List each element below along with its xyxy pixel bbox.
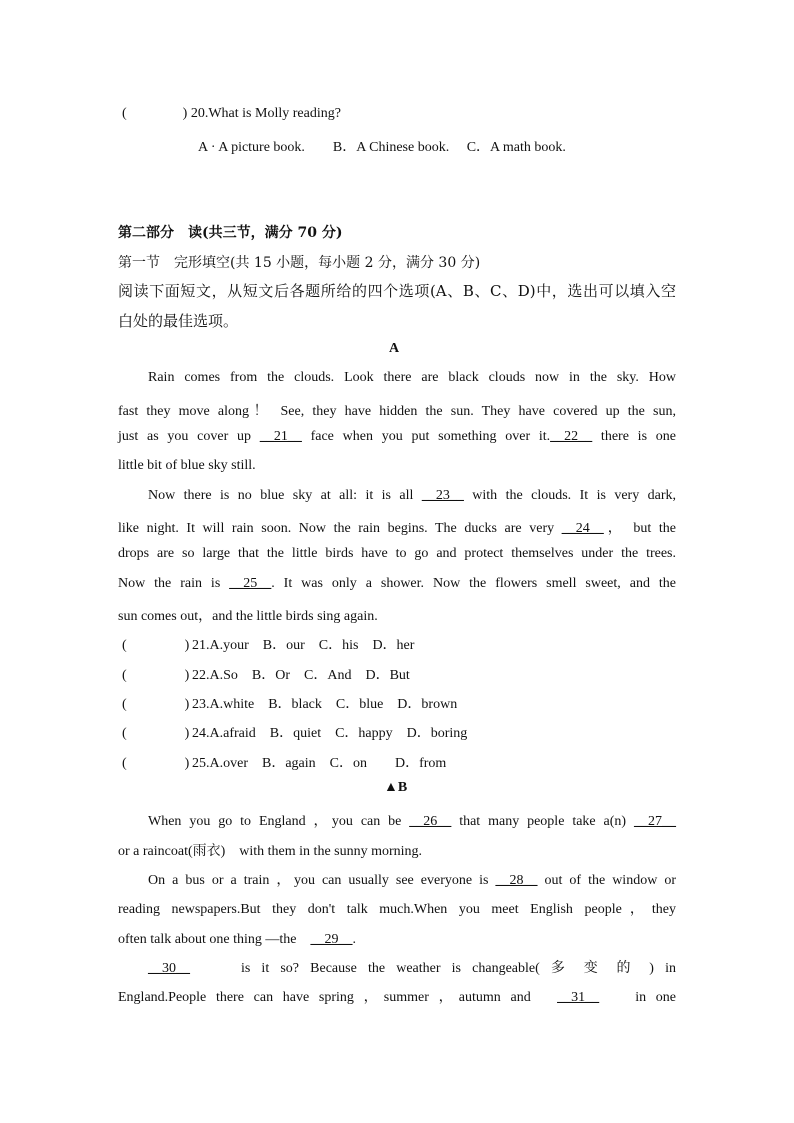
passage-b-line: reading newspapers.But they don't talk much.When you meet English people，they — [118, 902, 676, 917]
blank-27: __27__ — [634, 814, 676, 829]
passage-a-line: fast they move along！ See, they have hidden the sun. They have covered up the sun, — [118, 404, 676, 419]
passage-a-line — [118, 576, 676, 592]
blank-30: __30__ — [148, 961, 190, 976]
blank-28: __28__ — [495, 873, 538, 888]
instruction-line-2: 白处的最佳选项。 — [118, 312, 239, 330]
passage-text: out of the window or — [537, 873, 676, 888]
passage-a-line: sun comes out，and the little birds sing again. — [118, 609, 378, 624]
passage-text: in one — [599, 990, 676, 1005]
question-22 — [122, 664, 410, 684]
question-stem: 20.What is Molly reading? — [190, 106, 341, 121]
passage-text: When you go to England ，you can be — [148, 814, 410, 829]
answer-paren-left: ( — [122, 697, 127, 712]
passage-a-label: A — [389, 341, 400, 356]
question-23 — [122, 693, 457, 713]
passage-text: . — [352, 932, 356, 947]
passage-b-line — [148, 957, 676, 977]
passage-text: is it so? Because the weather is changeable( 多 变 的 ) in — [190, 961, 676, 976]
blank-24: __24__ — [561, 521, 604, 536]
passage-a-line: Rain comes from the clouds. Look there are black clouds now in the sky. How — [148, 370, 676, 385]
question-options: 21.A.your B．our C．his D．her — [192, 638, 415, 653]
blank-29: __29__ — [310, 932, 353, 947]
passage-b-line — [148, 810, 676, 830]
passage-b-line: or a raincoat(雨衣) with them in the sunny morning. — [118, 844, 423, 859]
blank-23: __23__ — [421, 488, 464, 503]
answer-paren-left: ( — [122, 726, 127, 741]
passage-a-line — [118, 517, 676, 537]
passage-text: face when you put something over it. — [301, 429, 551, 444]
answer-paren-right: ) — [184, 697, 190, 712]
blank-25: __25__ — [229, 576, 272, 591]
answer-paren-right: ) — [184, 668, 190, 683]
passage-text: ， but the — [603, 521, 676, 536]
passage-a-line: little bit of blue sky still. — [118, 458, 256, 473]
question-20-options: A · A picture book. B．A Chinese book. C．A math book. — [198, 140, 566, 155]
passage-text: just as you cover up — [118, 429, 260, 444]
passage-b-line — [118, 928, 356, 948]
answer-paren-left: ( — [122, 106, 127, 121]
passage-a-line: drops are so large that the little birds have to go and protect themselves under the trees. — [118, 546, 676, 561]
passage-b-line — [148, 869, 676, 889]
passage-text: Now there is no blue sky at all: it is all — [148, 488, 422, 503]
question-24 — [122, 722, 467, 742]
part-heading: 第二部分 读(共三节，满分 70 分) — [118, 225, 343, 241]
answer-paren-right: ) — [184, 756, 190, 771]
answer-paren-right: ) — [184, 638, 190, 653]
passage-text: often talk about one thing —the — [118, 932, 311, 947]
passage-text: like night. It will rain soon. Now the rain begins. The ducks are very — [118, 521, 555, 536]
passage-a-line — [118, 429, 676, 445]
passage-text: Now the rain is — [118, 576, 230, 591]
question-options: 24.A.afraid B．quiet C．happy D．boring — [192, 726, 468, 741]
passage-text: . It was only a shower. Now the flowers smell sweet, and the — [271, 576, 676, 591]
passage-text: On a bus or a train ，you can usually see everyone is — [148, 873, 496, 888]
question-options: 22.A.So B．Or C．And D．But — [192, 668, 410, 683]
question-21 — [122, 634, 414, 654]
answer-paren-right: ) — [184, 726, 190, 741]
section-heading — [118, 252, 480, 272]
answer-paren-left: ( — [122, 638, 127, 653]
answer-paren-left: ( — [122, 668, 127, 683]
blank-31: __31__ — [557, 990, 600, 1005]
answer-paren-left: ( — [122, 756, 127, 771]
passage-a-line — [148, 488, 676, 504]
question-options: 23.A.white B．black C．blue D．brown — [192, 697, 458, 712]
blank-21: __21__ — [259, 429, 302, 444]
passage-b-label: ▲B — [384, 780, 408, 795]
question-options: 25.A.over B．again C．on D．from — [192, 756, 447, 771]
passage-text: that many people take a(n) — [451, 814, 634, 829]
passage-text: with the clouds. It is very dark, — [463, 488, 677, 503]
blank-26: __26__ — [409, 814, 452, 829]
blank-22: __22__ — [550, 429, 593, 444]
section-heading-text: 第一节 完形填空(共 15 小题，每小题 2 分，满分 30 分) — [118, 255, 481, 271]
question-25 — [122, 752, 446, 772]
instruction-line-1: 阅读下面短文，从短文后各题所给的四个选项(A、B、C、D)中，选出可以填入空 — [118, 282, 676, 300]
question-20 — [122, 106, 341, 122]
passage-b-line — [118, 986, 676, 1006]
passage-text: there is one — [592, 429, 676, 444]
passage-text: England.People there can have spring ，summer ，autumn and — [118, 990, 558, 1005]
answer-paren-right: ) — [182, 106, 188, 121]
